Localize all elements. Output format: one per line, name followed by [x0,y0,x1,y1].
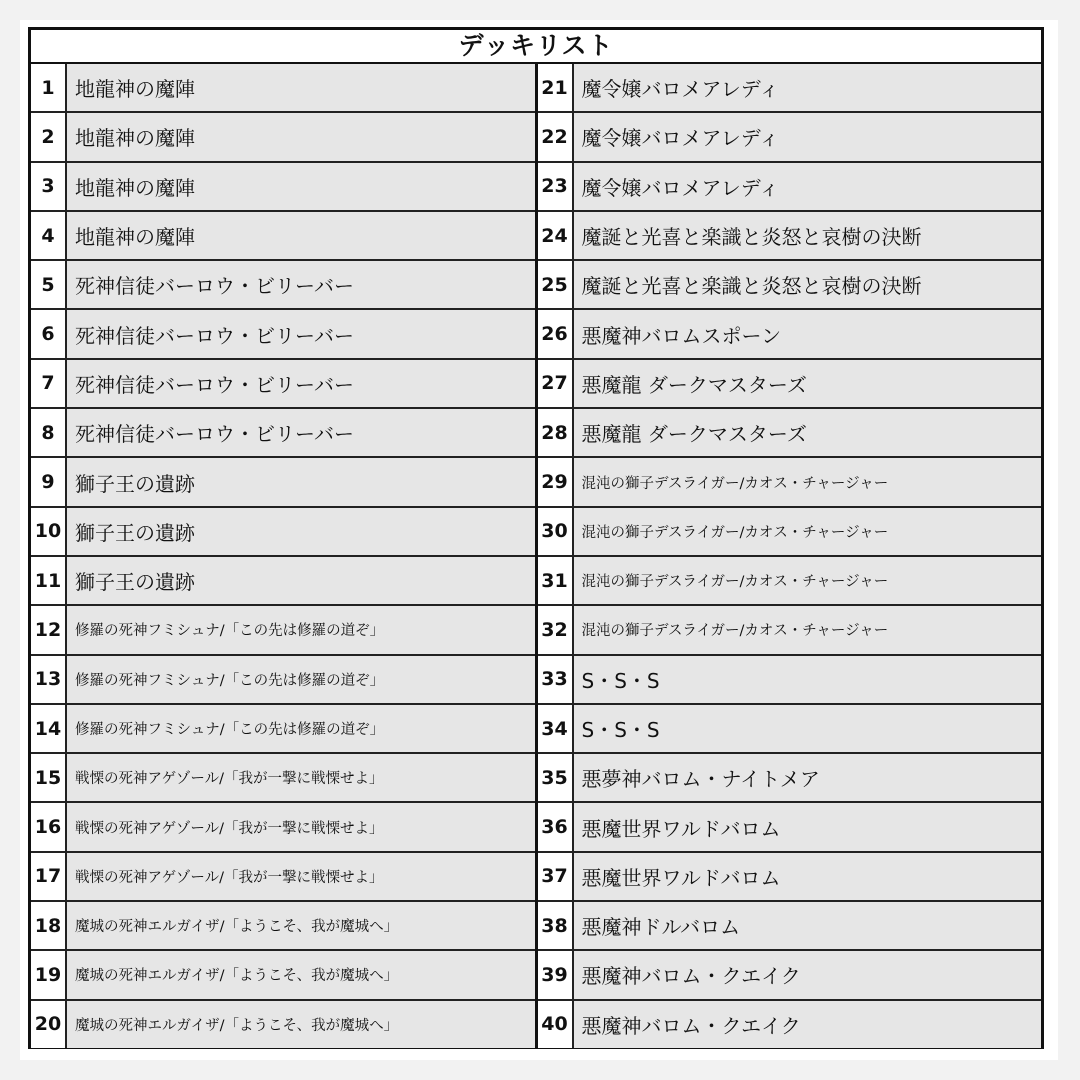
card-name: 死神信徒バーロウ・ビリーバー [67,261,535,308]
card-number: 17 [31,853,67,900]
deck-column-right [538,64,1042,1048]
card-name: 魔誕と光喜と楽識と炎怒と哀樹の決断 [574,261,1042,308]
card-name: 死神信徒バーロウ・ビリーバー [67,360,535,407]
card-number: 34 [538,705,574,752]
card-number: 37 [538,853,574,900]
card-number: 32 [538,606,574,653]
card-name: 混沌の獅子デスライガー/カオス・チャージャー [574,606,1042,653]
card-number: 26 [538,310,574,357]
deck-row [31,508,535,557]
card-name: 悪魔神バロムスポーン [574,310,1042,357]
page [20,20,1058,1060]
deck-row [538,261,1042,310]
deck-row [31,409,535,458]
deck-row [31,853,535,902]
card-number: 5 [31,261,67,308]
card-name: 悪魔神バロム・クエイク [574,951,1042,998]
deck-column-left [31,64,538,1048]
card-name: 悪魔神バロム・クエイク [574,1001,1042,1048]
deck-row [538,508,1042,557]
card-name: 魔城の死神エルガイザ/「ようこそ、我が魔城へ」 [67,902,535,949]
deck-row [31,64,535,113]
deck-row [538,853,1042,902]
card-name: 魔令嬢バロメアレディ [574,64,1042,111]
deck-row [538,113,1042,162]
deck-row [31,310,535,359]
card-number: 35 [538,754,574,801]
card-number: 36 [538,803,574,850]
deck-row [31,705,535,754]
deck-row [31,754,535,803]
card-number: 21 [538,64,574,111]
deck-row [31,163,535,212]
card-number: 22 [538,113,574,160]
deck-row [31,803,535,852]
deck-row [538,409,1042,458]
deck-row [538,606,1042,655]
deck-row [31,902,535,951]
deck-row [31,261,535,310]
card-name: 修羅の死神フミシュナ/「この先は修羅の道ぞ」 [67,606,535,653]
card-number: 10 [31,508,67,555]
card-name: 魔城の死神エルガイザ/「ようこそ、我が魔城へ」 [67,1001,535,1048]
card-number: 14 [31,705,67,752]
card-number: 9 [31,458,67,505]
card-name: S・S・S [574,705,1042,752]
card-number: 8 [31,409,67,456]
card-number: 12 [31,606,67,653]
card-name: 修羅の死神フミシュナ/「この先は修羅の道ぞ」 [67,656,535,703]
card-name: 獅子王の遺跡 [67,557,535,604]
card-number: 29 [538,458,574,505]
deck-row [31,656,535,705]
card-number: 30 [538,508,574,555]
deck-row [538,163,1042,212]
card-number: 2 [31,113,67,160]
card-name: 魔令嬢バロメアレディ [574,163,1042,210]
card-name: 修羅の死神フミシュナ/「この先は修羅の道ぞ」 [67,705,535,752]
card-name: 獅子王の遺跡 [67,508,535,555]
card-name: 悪魔龍 ダークマスターズ [574,409,1042,456]
card-number: 31 [538,557,574,604]
card-name: 魔城の死神エルガイザ/「ようこそ、我が魔城へ」 [67,951,535,998]
card-name: 悪魔世界ワルドバロム [574,853,1042,900]
card-name: 悪魔世界ワルドバロム [574,803,1042,850]
deck-row [538,754,1042,803]
deck-row [538,656,1042,705]
card-name: 魔誕と光喜と楽識と炎怒と哀樹の決断 [574,212,1042,259]
card-number: 28 [538,409,574,456]
card-name: 獅子王の遺跡 [67,458,535,505]
card-number: 6 [31,310,67,357]
deck-row [31,1001,535,1048]
card-name: 悪魔神ドルバロム [574,902,1042,949]
card-number: 4 [31,212,67,259]
card-name: 混沌の獅子デスライガー/カオス・チャージャー [574,557,1042,604]
deck-row [31,212,535,261]
deck-row [538,310,1042,359]
deck-columns [31,64,1041,1048]
card-name: 悪夢神バロム・ナイトメア [574,754,1042,801]
deck-row [31,458,535,507]
deck-row [538,458,1042,507]
deck-row [538,557,1042,606]
card-name: 地龍神の魔陣 [67,113,535,160]
card-number: 20 [31,1001,67,1048]
card-number: 1 [31,64,67,111]
card-name: 死神信徒バーロウ・ビリーバー [67,409,535,456]
card-number: 11 [31,557,67,604]
card-name: 地龍神の魔陣 [67,212,535,259]
card-name: 混沌の獅子デスライガー/カオス・チャージャー [574,458,1042,505]
card-number: 3 [31,163,67,210]
card-number: 38 [538,902,574,949]
deck-row [31,606,535,655]
card-number: 25 [538,261,574,308]
card-name: 戦慄の死神アゲゾール/「我が一撃に戦慄せよ」 [67,803,535,850]
deck-row [31,951,535,1000]
card-number: 33 [538,656,574,703]
deck-row [31,360,535,409]
deck-row [538,803,1042,852]
card-number: 27 [538,360,574,407]
deck-row [538,902,1042,951]
card-number: 18 [31,902,67,949]
card-name: 悪魔龍 ダークマスターズ [574,360,1042,407]
card-name: 死神信徒バーロウ・ビリーバー [67,310,535,357]
card-number: 40 [538,1001,574,1048]
deck-row [538,1001,1042,1048]
card-number: 15 [31,754,67,801]
card-number: 23 [538,163,574,210]
deck-row [538,64,1042,113]
deck-row [538,705,1042,754]
deck-list-table [28,27,1044,1049]
card-number: 7 [31,360,67,407]
card-name: 魔令嬢バロメアレディ [574,113,1042,160]
deck-row [538,951,1042,1000]
deck-row [538,212,1042,261]
card-name: 地龍神の魔陣 [67,64,535,111]
deck-row [31,113,535,162]
deck-row [538,360,1042,409]
card-number: 13 [31,656,67,703]
card-number: 16 [31,803,67,850]
card-name: 混沌の獅子デスライガー/カオス・チャージャー [574,508,1042,555]
card-name: 戦慄の死神アゲゾール/「我が一撃に戦慄せよ」 [67,853,535,900]
card-number: 24 [538,212,574,259]
card-name: 戦慄の死神アゲゾール/「我が一撃に戦慄せよ」 [67,754,535,801]
deck-row [31,557,535,606]
card-number: 19 [31,951,67,998]
card-name: 地龍神の魔陣 [67,163,535,210]
card-name: S・S・S [574,656,1042,703]
deck-list-title: デッキリスト [31,30,1041,64]
card-number: 39 [538,951,574,998]
